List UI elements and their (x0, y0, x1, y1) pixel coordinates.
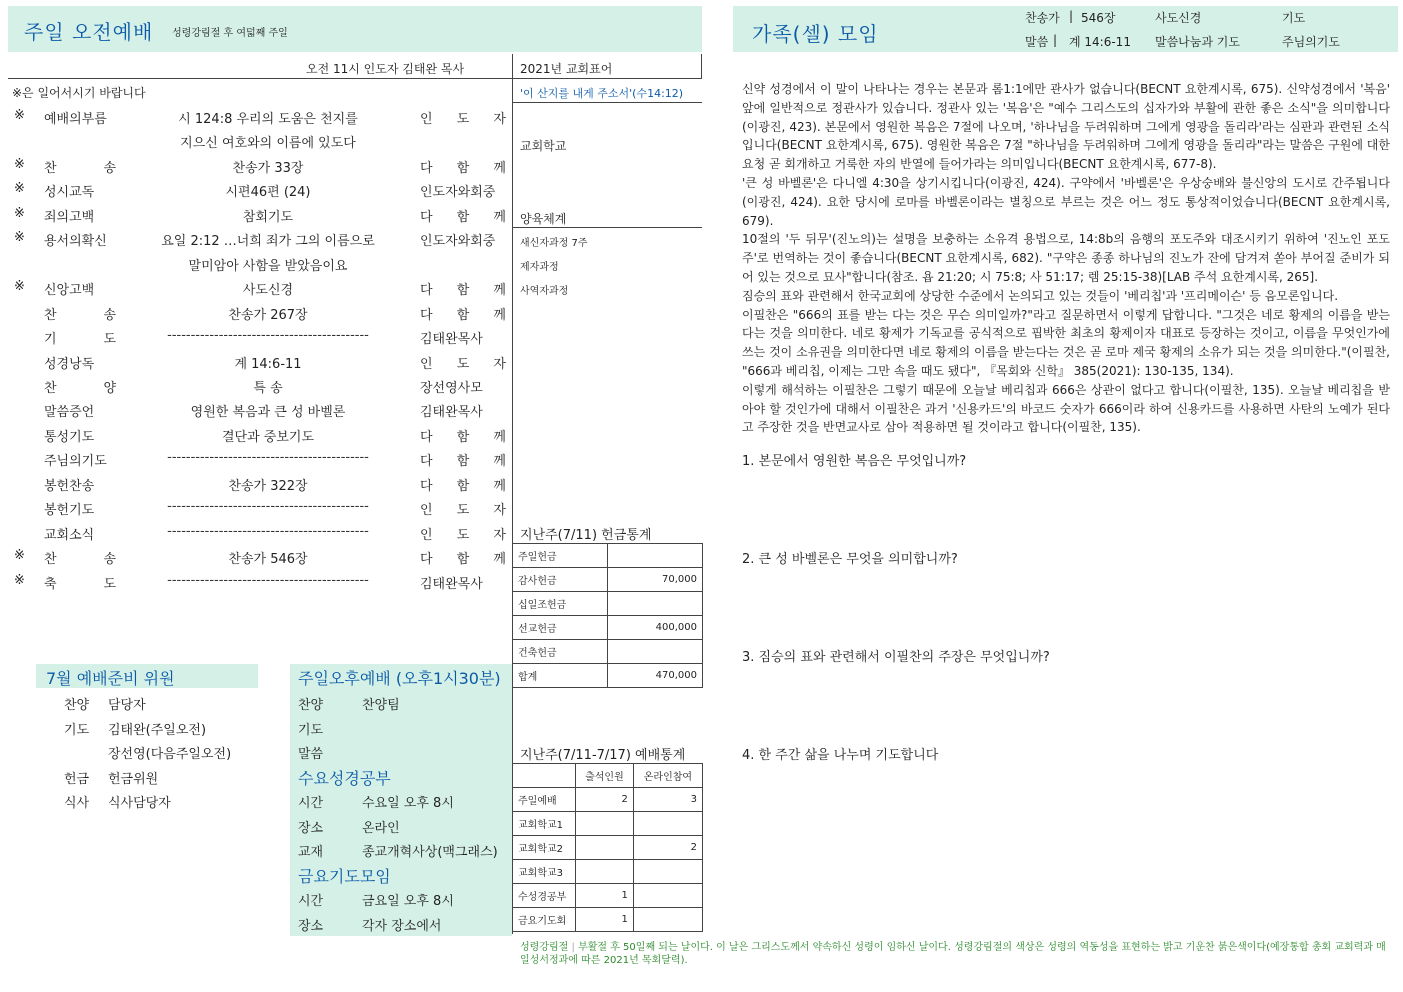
sermon-paragraph: 짐승의 표와 관련해서 한국교회에 상당한 수준에서 논의되고 있는 것들이 '베리칩'과 '프리메이슨' 등 음모론입니다. (742, 288, 1339, 303)
afternoon-label: 기도 (298, 722, 324, 738)
cell-word-value: 계 14:6-11 (1069, 35, 1131, 49)
friday-value: 각자 장소에서 (362, 918, 442, 934)
attendance-head (513, 764, 576, 788)
prep-value: 헌금위원 (108, 771, 159, 787)
offering-table (512, 543, 703, 688)
offering-label: 주일헌금 (513, 544, 608, 568)
afternoon-value: 찬양팀 (362, 698, 400, 713)
sermon-paragraph: 10절의 '두 뒤무'(진노의)는 설명을 보충하는 소유격 용법으로, 14:8b의 음행의 포도주와 대조시키기 위하여 '진노인 포도주'로 번역하는 것이 좋습니다(BECNT 요한계시록, 682). "구약은 종종 하나님의 진노가 잔에 담겨져 쏟아 부어질 준비가 되어 있는 것으로 묘사"합니다(참조. 욥 21:20; 시 75:8; 사 51:17; 렘 25:15-38)[LAB 주석 요한계시록, 265]. (742, 232, 1390, 284)
order-item-leader: 인 도 자 (420, 356, 506, 372)
order-row (0, 353, 510, 377)
order-row (0, 181, 510, 205)
afternoon-label: 찬양 (298, 698, 324, 713)
offering-value (608, 592, 703, 616)
order-item-name: 찬 송 (44, 552, 116, 568)
footnote: 성령강림절 | 부활절 후 50일째 되는 날이다. 이 날은 그리스도께서 약속하신 성령이 임하신 날이다. 성령강림절의 색상은 성령의 역동성을 표현하는 밝고 기운찬 붉은색이다(예장통합 총회 교회력과 매일성서정과에 따른 2021년 목회달력). (520, 942, 1386, 966)
attendance-value: 2 (633, 836, 702, 860)
nurture-system: 양육체계 (520, 212, 567, 226)
wednesday-title: 수요성경공부 (298, 769, 391, 788)
order-item-content: ------------------------------------------- (167, 450, 369, 466)
wednesday-label: 교재 (298, 845, 324, 860)
prep-value: 김태완(주일오전) (108, 722, 207, 738)
service-info: 오전 11시 인도자 김태완 목사 (306, 62, 465, 76)
attendance-head: 온라인참여 (633, 764, 702, 788)
order-row (0, 279, 510, 303)
order-item-leader: 다 함 께 (420, 454, 506, 470)
cell-hymn-label: 찬송가 (1025, 11, 1060, 25)
attendance-row (513, 860, 703, 884)
order-mark: ※ (14, 572, 25, 588)
afternoon-label: 말씀 (298, 747, 324, 762)
order-item-name: 봉헌찬송 (44, 478, 95, 494)
course-3: 사역자과정 (520, 286, 569, 297)
order-item-content: ------------------------------------------- (167, 572, 369, 588)
order-item-leader: 다 함 께 (420, 283, 506, 299)
order-item-content: 특 송 (253, 380, 283, 396)
order-row (0, 132, 510, 156)
attendance-value: 2 (576, 788, 634, 812)
order-item-leader: 다 함 께 (420, 429, 506, 445)
attendance-table (512, 763, 703, 932)
offering-row (513, 640, 703, 664)
order-item-name: 죄의고백 (44, 209, 95, 225)
offering-row (513, 616, 703, 640)
cell-meeting-schedule: 찬송가 | 546장 사도신경 기도 말씀 | 계 14:6-11 말씀나눔과 기도 주님의기도 (1025, 9, 1340, 49)
offering-label: 감사헌금 (513, 568, 608, 592)
order-item-name: 축 도 (44, 576, 116, 592)
prep-label: 헌금 (64, 771, 90, 787)
offering-label: 건축헌금 (513, 640, 608, 664)
attendance-value (576, 860, 634, 884)
attendance-row (513, 908, 703, 932)
cell-meeting-title: 가족(셀) 모임 (752, 22, 879, 46)
order-item-leader: 인도자와회중 (420, 234, 496, 250)
order-row (0, 230, 510, 254)
offering-value: 400,000 (608, 616, 703, 640)
order-row (0, 108, 510, 132)
wednesday-value: 수요일 오후 8시 (362, 796, 454, 811)
attendance-value: 1 (576, 884, 634, 908)
attendance-label: 교회학교3 (513, 860, 576, 884)
prep-value: 장선영(다음주일오전) (108, 747, 232, 762)
attendance-value: 1 (576, 908, 634, 932)
order-row (0, 328, 510, 352)
order-item-name: 기 도 (44, 332, 116, 348)
order-item-content: 찬송가 267장 (228, 307, 308, 323)
attendance-header-row (513, 764, 703, 788)
order-item-name: 말씀증언 (44, 405, 95, 421)
attendance-label: 금요기도회 (513, 908, 576, 932)
prep-label: 찬양 (64, 698, 90, 713)
footnote-label: 성령강림절 (520, 942, 569, 953)
course-2: 제자과정 (520, 262, 559, 273)
order-item-content: ------------------------------------------- (167, 328, 369, 344)
prep-value: 담당자 (108, 698, 146, 713)
order-row (0, 499, 510, 523)
offering-label: 선교헌금 (513, 616, 608, 640)
order-row (0, 157, 510, 181)
attendance-title: 지난주(7/11-7/17) 예배통계 (520, 748, 686, 763)
offering-label: 합계 (513, 664, 608, 688)
prep-label: 식사 (64, 796, 90, 811)
order-item-leader: 인 도 자 (420, 527, 506, 543)
sermon-paragraph: 이렇게 해석하는 이필찬은 그렇기 때문에 오늘날 베리칩과 666은 상관이 없다고 합니다(이필찬, 135). 오늘날 베리칩을 받아야 할 것인가에 대해서 이필찬은 과거 '신용카드'의 바코드 숫자가 666이라 하여 신용카드를 사용하면 사탄의 노예가 된다고 주장한 것을 반면교사로 삼아 적용하면 될 것이라고 합니다(이필찬, 135). (742, 382, 1390, 435)
order-row (0, 401, 510, 425)
order-item-leader: 인 도 자 (420, 112, 506, 127)
attendance-row (513, 884, 703, 908)
offering-row (513, 664, 703, 688)
course-1: 새신자과정 7주 (520, 238, 588, 249)
order-row (0, 548, 510, 572)
attendance-value (576, 812, 634, 836)
order-item-name: 예배의부름 (44, 112, 107, 127)
church-motto: '이 산지를 내게 주소서'(수14:12) (520, 87, 684, 100)
order-row (0, 524, 510, 548)
order-row (0, 255, 510, 279)
attendance-value (633, 812, 702, 836)
cell-word-label: 말씀 (1025, 35, 1049, 49)
order-item-name: 주님의기도 (44, 454, 107, 470)
order-item-leader: 김태완목사 (420, 332, 483, 348)
order-mark: ※ (14, 205, 25, 221)
order-item-leader: 장선영사모 (420, 380, 483, 396)
attendance-label: 주일예배 (513, 788, 576, 812)
attendance-value: 3 (633, 788, 702, 812)
question-1: 1. 본문에서 영원한 복음은 무엇입니까? (742, 454, 967, 469)
offering-title: 지난주(7/11) 헌금통계 (520, 528, 652, 543)
wednesday-label: 시간 (298, 796, 324, 811)
offering-value: 470,000 (608, 664, 703, 688)
order-item-leader: 김태완목사 (420, 576, 483, 592)
sermon-paragraph: 신약 성경에서 이 말이 나타나는 경우는 본문과 롬1:1에만 관사가 없습니다(BECNT 요한계시록, 675). 신약성경에서 '복음' 앞에 일반적으로 정관사가 있습니다. 정관사 있는 '복음'은 "예수 그리스도의 십자가와 부활에 관한 좋은 소식"을 의미합니다(이광진, 423). 본문에서 영원한 복음은 7절에 나오며, '하나님을 두려워하며 그에게 영광을 돌리라'라는 심판과 관련된 소식입니다(BECNT 요한계시록, 675). 영원한 복음은 7절 "하나님을 두려워하며 그에게 영광을 돌리라"라는 말씀은 구원에 대한 요청 곧 회개하고 거룩한 자의 반열에 들어가라는 의미입니다(BECNT 요한계시록, 677-8). (742, 82, 1390, 172)
offering-value (608, 640, 703, 664)
order-item-content: 말미암아 사함을 받았음이요 (188, 258, 348, 274)
cell-prayer: 기도 (1282, 11, 1306, 25)
church-school: 교회학교 (520, 139, 567, 153)
order-item-name: 찬 송 (44, 160, 116, 176)
page-subtitle: 성령강림절 후 여덟째 주일 (172, 28, 288, 39)
order-item-name: 교회소식 (44, 527, 95, 543)
order-item-content: 찬송가 322장 (228, 478, 308, 494)
wednesday-label: 장소 (298, 820, 324, 836)
order-item-name: 찬 송 (44, 307, 116, 323)
order-item-name: 신앙고백 (44, 283, 95, 299)
order-item-content: ------------------------------------------- (167, 523, 369, 539)
order-item-content: 결단과 중보기도 (221, 429, 315, 445)
order-item-content: 시편46편 (24) (225, 185, 311, 201)
order-item-name: 성시교독 (44, 185, 95, 201)
order-item-leader: 인도자와회중 (420, 185, 496, 201)
attendance-row (513, 812, 703, 836)
order-row (0, 304, 510, 328)
offering-value (608, 544, 703, 568)
attendance-label: 교회학교1 (513, 812, 576, 836)
order-item-leader: 인 도 자 (420, 503, 506, 519)
cell-hymn-value: 546장 (1081, 11, 1116, 25)
sermon-paragraph: 이필찬은 "666의 표를 받는 다는 것은 무슨 의미일까?"라고 질문하면서 이렇게 답합니다. "그것은 네로 황제의 이름을 받는다는 것을 의미한다. 네로 황제가 기독교를 공식적으로 핍박한 최초의 황제이자 대표로 등장하는 것이고, 이름을 무엇인가에 쓰는 것이 소유권을 의미한다면 네로 황제의 이름을 받는다는 것은 곧 로마 제국 황제의 소유가 되는 것을 의미한다."(이필찬, "666과 베리칩, 이제는 그만 속을 때도 됐다", 『목회와 신학』 385(2021): 130-135, 134). (742, 307, 1390, 378)
order-mark: ※ (14, 279, 25, 295)
order-mark: ※ (14, 230, 25, 246)
attendance-head: 출석인원 (576, 764, 634, 788)
attendance-label: 교회학교2 (513, 836, 576, 860)
order-item-name: 통성기도 (44, 429, 95, 445)
cell-lords-prayer: 주님의기도 (1282, 35, 1340, 49)
question-4: 4. 한 주간 삶을 나누며 기도합니다 (742, 748, 939, 763)
order-item-content: 계 14:6-11 (234, 356, 302, 372)
order-item-name: 성경낭독 (44, 356, 95, 372)
sermon-notes (742, 80, 1390, 437)
attendance-value (633, 908, 702, 932)
friday-label: 시간 (298, 894, 324, 909)
sermon-paragraph: '큰 성 바벨론'은 다니엘 4:30을 상기시킵니다(이광진, 424). 구약에서 '바벨론'은 우상숭배와 불신앙의 도시로 간주됩니다(이광진, 424). 요한 당시에 로마를 바벨론이라는 별칭으로 부르는 것은 어느 정도 통상적이었습니다(BECNT 요한계시록, 679). (742, 175, 1390, 228)
friday-value: 금요일 오후 8시 (362, 894, 454, 909)
order-item-leader: 다 함 께 (420, 307, 506, 323)
wednesday-value: 종교개혁사상(맥그래스) (362, 845, 498, 860)
attendance-row (513, 836, 703, 860)
order-row (0, 475, 510, 499)
order-item-content: 참회기도 (242, 209, 294, 225)
offering-value: 70,000 (608, 568, 703, 592)
order-mark: ※ (14, 548, 25, 564)
offering-row (513, 544, 703, 568)
order-item-name: 용서의확신 (44, 234, 107, 250)
footnote-text: 부활절 후 50일째 되는 날이다. 이 날은 그리스도께서 약속하신 성령이 임하신 날이다. 성령강림절의 색상은 성령의 역동성을 표현하는 밝고 기운찬 붉은색이다(예장통합 총회 교회력과 매일성서정과에 따른 2021년 목회달력). (520, 942, 1386, 966)
attendance-value (576, 836, 634, 860)
order-item-leader: 다 함 께 (420, 160, 506, 176)
order-item-name: 찬 양 (44, 380, 116, 396)
order-item-leader: 다 함 께 (420, 209, 506, 225)
friday-title: 금요기도모임 (298, 867, 391, 886)
order-item-content: 요일 2:12 …너희 죄가 그의 이름으로 (161, 234, 375, 250)
order-item-content: 찬송가 33장 (232, 160, 304, 176)
order-item-content: 지으신 여호와의 이름에 있도다 (180, 136, 356, 152)
afternoon-title: 주일오후예배 (오후1시30분) (298, 669, 501, 688)
attendance-value (633, 860, 702, 884)
cell-creed: 사도신경 (1155, 11, 1202, 25)
order-item-leader: 다 함 께 (420, 552, 506, 568)
stand-note: ※은 일어서시기 바랍니다 (12, 86, 146, 100)
prep-label: 기도 (64, 722, 90, 738)
order-row (0, 573, 510, 597)
order-item-leader: 다 함 께 (420, 478, 506, 494)
friday-label: 장소 (298, 918, 324, 934)
order-mark: ※ (14, 156, 25, 172)
attendance-row (513, 788, 703, 812)
order-row (0, 206, 510, 230)
cell-sharing: 말씀나눔과 기도 (1155, 35, 1240, 49)
attendance-value (633, 884, 702, 908)
offering-row (513, 568, 703, 592)
order-item-content: 사도신경 (242, 283, 294, 299)
order-item-content: ------------------------------------------- (167, 499, 369, 515)
attendance-label: 수성경공부 (513, 884, 576, 908)
question-2: 2. 큰 성 바벨론은 무엇을 의미합니까? (742, 552, 958, 567)
order-item-content: 시 124:8 우리의 도움은 천지를 (178, 112, 358, 127)
prep-value: 식사담당자 (108, 796, 171, 811)
order-item-content: 찬송가 546장 (228, 552, 308, 568)
offering-row (513, 592, 703, 616)
offering-label: 십일조헌금 (513, 592, 608, 616)
order-item-name: 봉헌기도 (44, 503, 95, 519)
wednesday-value: 온라인 (362, 820, 400, 836)
order-row (0, 426, 510, 450)
order-item-leader: 김태완목사 (420, 405, 483, 421)
prep-title: 7월 예배준비 위원 (46, 669, 175, 688)
order-mark: ※ (14, 108, 25, 123)
order-mark: ※ (14, 181, 25, 197)
page-title: 주일 오전예배 (24, 20, 154, 44)
order-item-content: 영원한 복음과 큰 성 바벨론 (190, 405, 346, 421)
order-row (0, 450, 510, 474)
order-row (0, 377, 510, 401)
question-3: 3. 짐승의 표와 관련해서 이필찬의 주장은 무엇입니까? (742, 650, 1050, 665)
motto-year: 2021년 교회표어 (520, 62, 613, 76)
